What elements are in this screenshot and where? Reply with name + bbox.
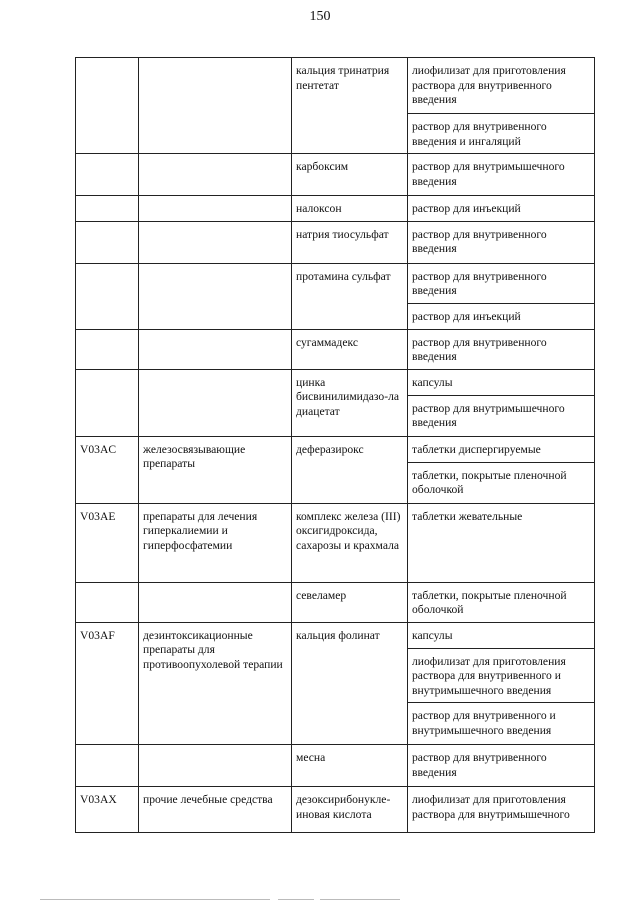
group-name-cell: прочие лечебные средства <box>139 787 292 833</box>
group-name-cell <box>139 369 292 436</box>
dosage-form-cell: раствор для внутримышечного введения <box>408 154 595 196</box>
table-row <box>76 58 595 114</box>
dosage-form-cell: раствор для инъекций <box>408 196 595 222</box>
dosage-form-cell: раствор для внутривенного введения и ингаляций <box>408 114 595 154</box>
drug-name-cell: месна <box>292 745 408 787</box>
dosage-form-cell: раствор для внутривенного введения <box>408 263 595 303</box>
dosage-form-cell: раствор для внутривенного введения <box>408 221 595 263</box>
dosage-form-cell: капсулы <box>408 622 595 648</box>
atc-code-cell <box>76 154 139 196</box>
table-row <box>76 221 595 263</box>
drug-table <box>75 57 595 833</box>
atc-code-cell <box>76 369 139 436</box>
drug-name-cell: налоксон <box>292 196 408 222</box>
drug-name-cell: протамина сульфат <box>292 263 408 329</box>
table-row <box>76 745 595 787</box>
table-row <box>76 263 595 303</box>
atc-code-cell <box>76 582 139 622</box>
group-name-cell <box>139 154 292 196</box>
table-row <box>76 369 595 395</box>
atc-code-cell <box>76 329 139 369</box>
group-name-cell <box>139 221 292 263</box>
dosage-form-cell: таблетки диспергируемые <box>408 436 595 462</box>
group-name-cell: железосвязывающие препараты <box>139 436 292 503</box>
atc-code-cell <box>76 58 139 154</box>
table-row <box>76 787 595 833</box>
atc-code-cell <box>76 263 139 329</box>
table-row <box>76 582 595 622</box>
atc-code-cell <box>76 745 139 787</box>
drug-name-cell: сугаммадекс <box>292 329 408 369</box>
drug-name-cell: кальция тринатрия пентетат <box>292 58 408 154</box>
group-name-cell <box>139 745 292 787</box>
dosage-form-cell: таблетки, покрытые пленочной оболочкой <box>408 462 595 503</box>
table-row <box>76 436 595 462</box>
table-row <box>76 329 595 369</box>
group-name-cell <box>139 582 292 622</box>
page-number: 150 <box>309 9 331 24</box>
group-name-cell <box>139 58 292 154</box>
atc-code-cell <box>76 196 139 222</box>
dosage-form-cell: раствор для внутривенного введения <box>408 745 595 787</box>
table-row <box>76 154 595 196</box>
group-name-cell <box>139 196 292 222</box>
drug-name-cell: севеламер <box>292 582 408 622</box>
atc-code-cell: V03AE <box>76 503 139 582</box>
scan-artifact <box>40 899 600 901</box>
dosage-form-cell: лиофилизат для приготовления раствора для внутривенного введения <box>408 58 595 114</box>
atc-code-cell: V03AX <box>76 787 139 833</box>
dosage-form-cell: лиофилизат для приготовления раствора для внутривенного и внутримышечного введения <box>408 648 595 703</box>
drug-name-cell: кальция фолинат <box>292 622 408 745</box>
drug-name-cell: карбоксим <box>292 154 408 196</box>
dosage-form-cell: раствор для внутримышечного введения <box>408 395 595 436</box>
dosage-form-cell: раствор для внутривенного и внутримышечного введения <box>408 703 595 745</box>
group-name-cell: дезинтоксикационные препараты для противоопухолевой терапии <box>139 622 292 745</box>
atc-code-cell: V03AC <box>76 436 139 503</box>
group-name-cell: препараты для лечения гиперкалиемии и гиперфосфатемии <box>139 503 292 582</box>
dosage-form-cell: лиофилизат для приготовления раствора для внутримышечного <box>408 787 595 833</box>
drug-name-cell: комплекс железа (III) оксигидроксида, сахарозы и крахмала <box>292 503 408 582</box>
dosage-form-cell: таблетки, покрытые пленочной оболочкой <box>408 582 595 622</box>
dosage-form-cell: раствор для инъекций <box>408 303 595 329</box>
dosage-form-cell: раствор для внутривенного введения <box>408 329 595 369</box>
drug-name-cell: деферазирокс <box>292 436 408 503</box>
drug-name-cell: дезоксирибонукле-иновая кислота <box>292 787 408 833</box>
table-row <box>76 196 595 222</box>
drug-name-cell: цинка бисвинилимидазо-ла диацетат <box>292 369 408 436</box>
dosage-form-cell: капсулы <box>408 369 595 395</box>
atc-code-cell <box>76 221 139 263</box>
group-name-cell <box>139 263 292 329</box>
dosage-form-cell: таблетки жевательные <box>408 503 595 582</box>
atc-code-cell: V03AF <box>76 622 139 745</box>
table-row <box>76 622 595 648</box>
table-row <box>76 503 595 582</box>
group-name-cell <box>139 329 292 369</box>
table-body <box>76 58 595 833</box>
drug-name-cell: натрия тиосульфат <box>292 221 408 263</box>
